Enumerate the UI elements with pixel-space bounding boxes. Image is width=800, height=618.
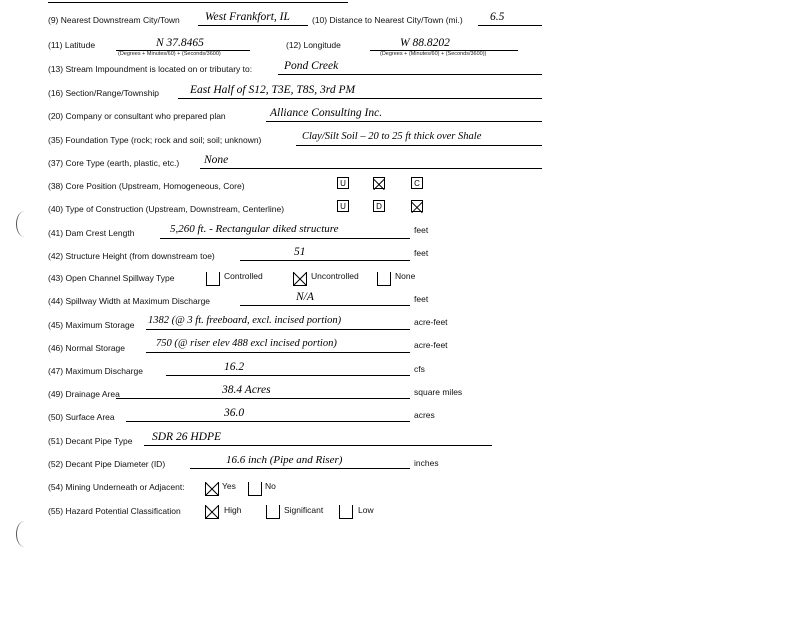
drainage-unit: square miles xyxy=(414,387,463,397)
spillway-type-label: (43) Open Channel Spillway Type xyxy=(48,273,175,283)
hazard-high-checkbox[interactable] xyxy=(205,505,219,519)
nearest-town-value: West Frankfort, IL xyxy=(205,11,290,23)
hazard-label: (55) Hazard Potential Classification xyxy=(48,506,181,516)
hazard-significant-checkbox[interactable] xyxy=(266,505,280,519)
spillway-width-unit: feet xyxy=(414,294,429,304)
core-position-label: (38) Core Position (Upstream, Homogeneous, Core) xyxy=(48,181,245,191)
core-position-h-checkbox[interactable] xyxy=(373,177,385,189)
hazard-low-label: Low xyxy=(358,505,374,515)
nearest-town-label: (9) Nearest Downstream City/Town xyxy=(48,15,180,25)
decant-diam-label: (52) Decant Pipe Diameter (ID) xyxy=(48,459,166,469)
max-discharge-label: (47) Maximum Discharge xyxy=(48,366,143,376)
section-value: East Half of S12, T3E, T8S, 3rd PM xyxy=(190,84,356,96)
drainage-label: (49) Drainage Area xyxy=(48,389,120,399)
spillway-none-label: None xyxy=(395,271,416,281)
construction-d-checkbox[interactable]: D xyxy=(373,200,385,212)
latitude-hint: (Degrees + Minutes/60) + (Seconds/3600) xyxy=(118,51,221,57)
max-storage-label: (45) Maximum Storage xyxy=(48,320,135,330)
decant-type-label: (51) Decant Pipe Type xyxy=(48,436,133,446)
normal-storage-line xyxy=(146,352,410,353)
distance-line xyxy=(478,25,542,26)
mining-label: (54) Mining Underneath or Adjacent: xyxy=(48,482,185,492)
decant-diam-unit: inches xyxy=(414,458,439,468)
core-type-line xyxy=(200,168,542,169)
surface-label: (50) Surface Area xyxy=(48,412,115,422)
top-cut-line xyxy=(48,2,348,3)
surface-unit: acres xyxy=(414,410,435,420)
max-storage-value: 1382 (@ 3 ft. freeboard, excl. incised portion) xyxy=(148,315,342,326)
longitude-label: (12) Longitude xyxy=(286,40,341,50)
latitude-label: (11) Latitude xyxy=(48,40,96,50)
spillway-none-checkbox[interactable] xyxy=(377,272,391,286)
normal-storage-label: (46) Normal Storage xyxy=(48,343,126,353)
mining-yes-checkbox[interactable] xyxy=(205,482,219,496)
decant-diam-value: 16.6 inch (Pipe and Riser) xyxy=(226,454,343,466)
mining-no-label: No xyxy=(265,481,276,491)
spillway-uncontrolled-label: Uncontrolled xyxy=(311,271,359,281)
spillway-uncontrolled-checkbox[interactable] xyxy=(293,272,307,286)
hazard-high-label: High xyxy=(224,505,242,515)
spillway-width-line xyxy=(240,305,410,306)
surface-line xyxy=(126,421,410,422)
latitude-value: N 37.8465 xyxy=(156,37,204,49)
surface-value: 36.0 xyxy=(224,407,245,419)
max-discharge-value: 16.2 xyxy=(224,361,245,373)
hazard-significant-label: Significant xyxy=(284,505,324,515)
distance-value: 6.5 xyxy=(490,11,505,23)
height-value: 51 xyxy=(294,246,306,258)
stream-value: Pond Creek xyxy=(284,60,339,72)
company-label: (20) Company or consultant who prepared plan xyxy=(48,111,226,121)
normal-storage-value: 750 (@ riser elev 488 excl incised portion) xyxy=(156,338,337,349)
drainage-value: 38.4 Acres xyxy=(222,384,271,396)
left-margin-mark xyxy=(16,211,33,237)
core-position-u-checkbox[interactable]: U xyxy=(337,177,349,189)
crest-unit: feet xyxy=(414,225,429,235)
crest-label: (41) Dam Crest Length xyxy=(48,228,135,238)
construction-label: (40) Type of Construction (Upstream, Downstream, Centerline) xyxy=(48,204,285,214)
normal-storage-unit: acre-feet xyxy=(414,340,448,350)
distance-label: (10) Distance to Nearest City/Town (mi.) xyxy=(312,15,463,25)
height-line xyxy=(240,260,410,261)
longitude-hint: (Degrees + (Minutes/60) + (Seconds/3600)) xyxy=(380,51,487,57)
spillway-controlled-checkbox[interactable] xyxy=(206,272,220,286)
max-storage-line xyxy=(146,329,410,330)
company-value: Alliance Consulting Inc. xyxy=(270,107,383,119)
foundation-value: Clay/Silt Soil – 20 to 25 ft thick over Shale xyxy=(302,131,482,142)
core-type-label: (37) Core Type (earth, plastic, etc.) xyxy=(48,158,180,168)
mining-yes-label: Yes xyxy=(222,481,236,491)
stream-label: (13) Stream Impoundment is located on or tributary to: xyxy=(48,64,253,74)
drainage-line xyxy=(116,398,410,399)
stream-line xyxy=(278,74,542,75)
decant-type-value: SDR 26 HDPE xyxy=(152,431,221,443)
construction-c-checkbox[interactable] xyxy=(411,200,423,212)
section-label: (16) Section/Range/Township xyxy=(48,88,160,98)
max-storage-unit: acre-feet xyxy=(414,317,448,327)
crest-line xyxy=(160,238,410,239)
crest-value: 5,260 ft. - Rectangular diked structure xyxy=(170,223,339,235)
height-unit: feet xyxy=(414,248,429,258)
nearest-town-line xyxy=(198,25,308,26)
longitude-value: W 88.8202 xyxy=(400,37,450,49)
hazard-low-checkbox[interactable] xyxy=(339,505,353,519)
left-margin-mark-lower xyxy=(16,521,33,547)
decant-type-line xyxy=(144,445,492,446)
company-line xyxy=(266,121,542,122)
spillway-width-label: (44) Spillway Width at Maximum Discharge xyxy=(48,296,211,306)
section-line xyxy=(178,98,542,99)
height-label: (42) Structure Height (from downstream toe) xyxy=(48,251,215,261)
max-discharge-line xyxy=(166,375,410,376)
decant-diam-line xyxy=(190,468,410,469)
construction-u-checkbox[interactable]: U xyxy=(337,200,349,212)
max-discharge-unit: cfs xyxy=(414,364,425,374)
mining-no-checkbox[interactable] xyxy=(248,482,262,496)
spillway-controlled-label: Controlled xyxy=(224,271,263,281)
foundation-line xyxy=(296,145,542,146)
spillway-width-value: N/A xyxy=(296,291,314,303)
core-type-value: None xyxy=(204,154,229,166)
foundation-label: (35) Foundation Type (rock; rock and soil; soil; unknown) xyxy=(48,135,262,145)
core-position-c-checkbox[interactable]: C xyxy=(411,177,423,189)
